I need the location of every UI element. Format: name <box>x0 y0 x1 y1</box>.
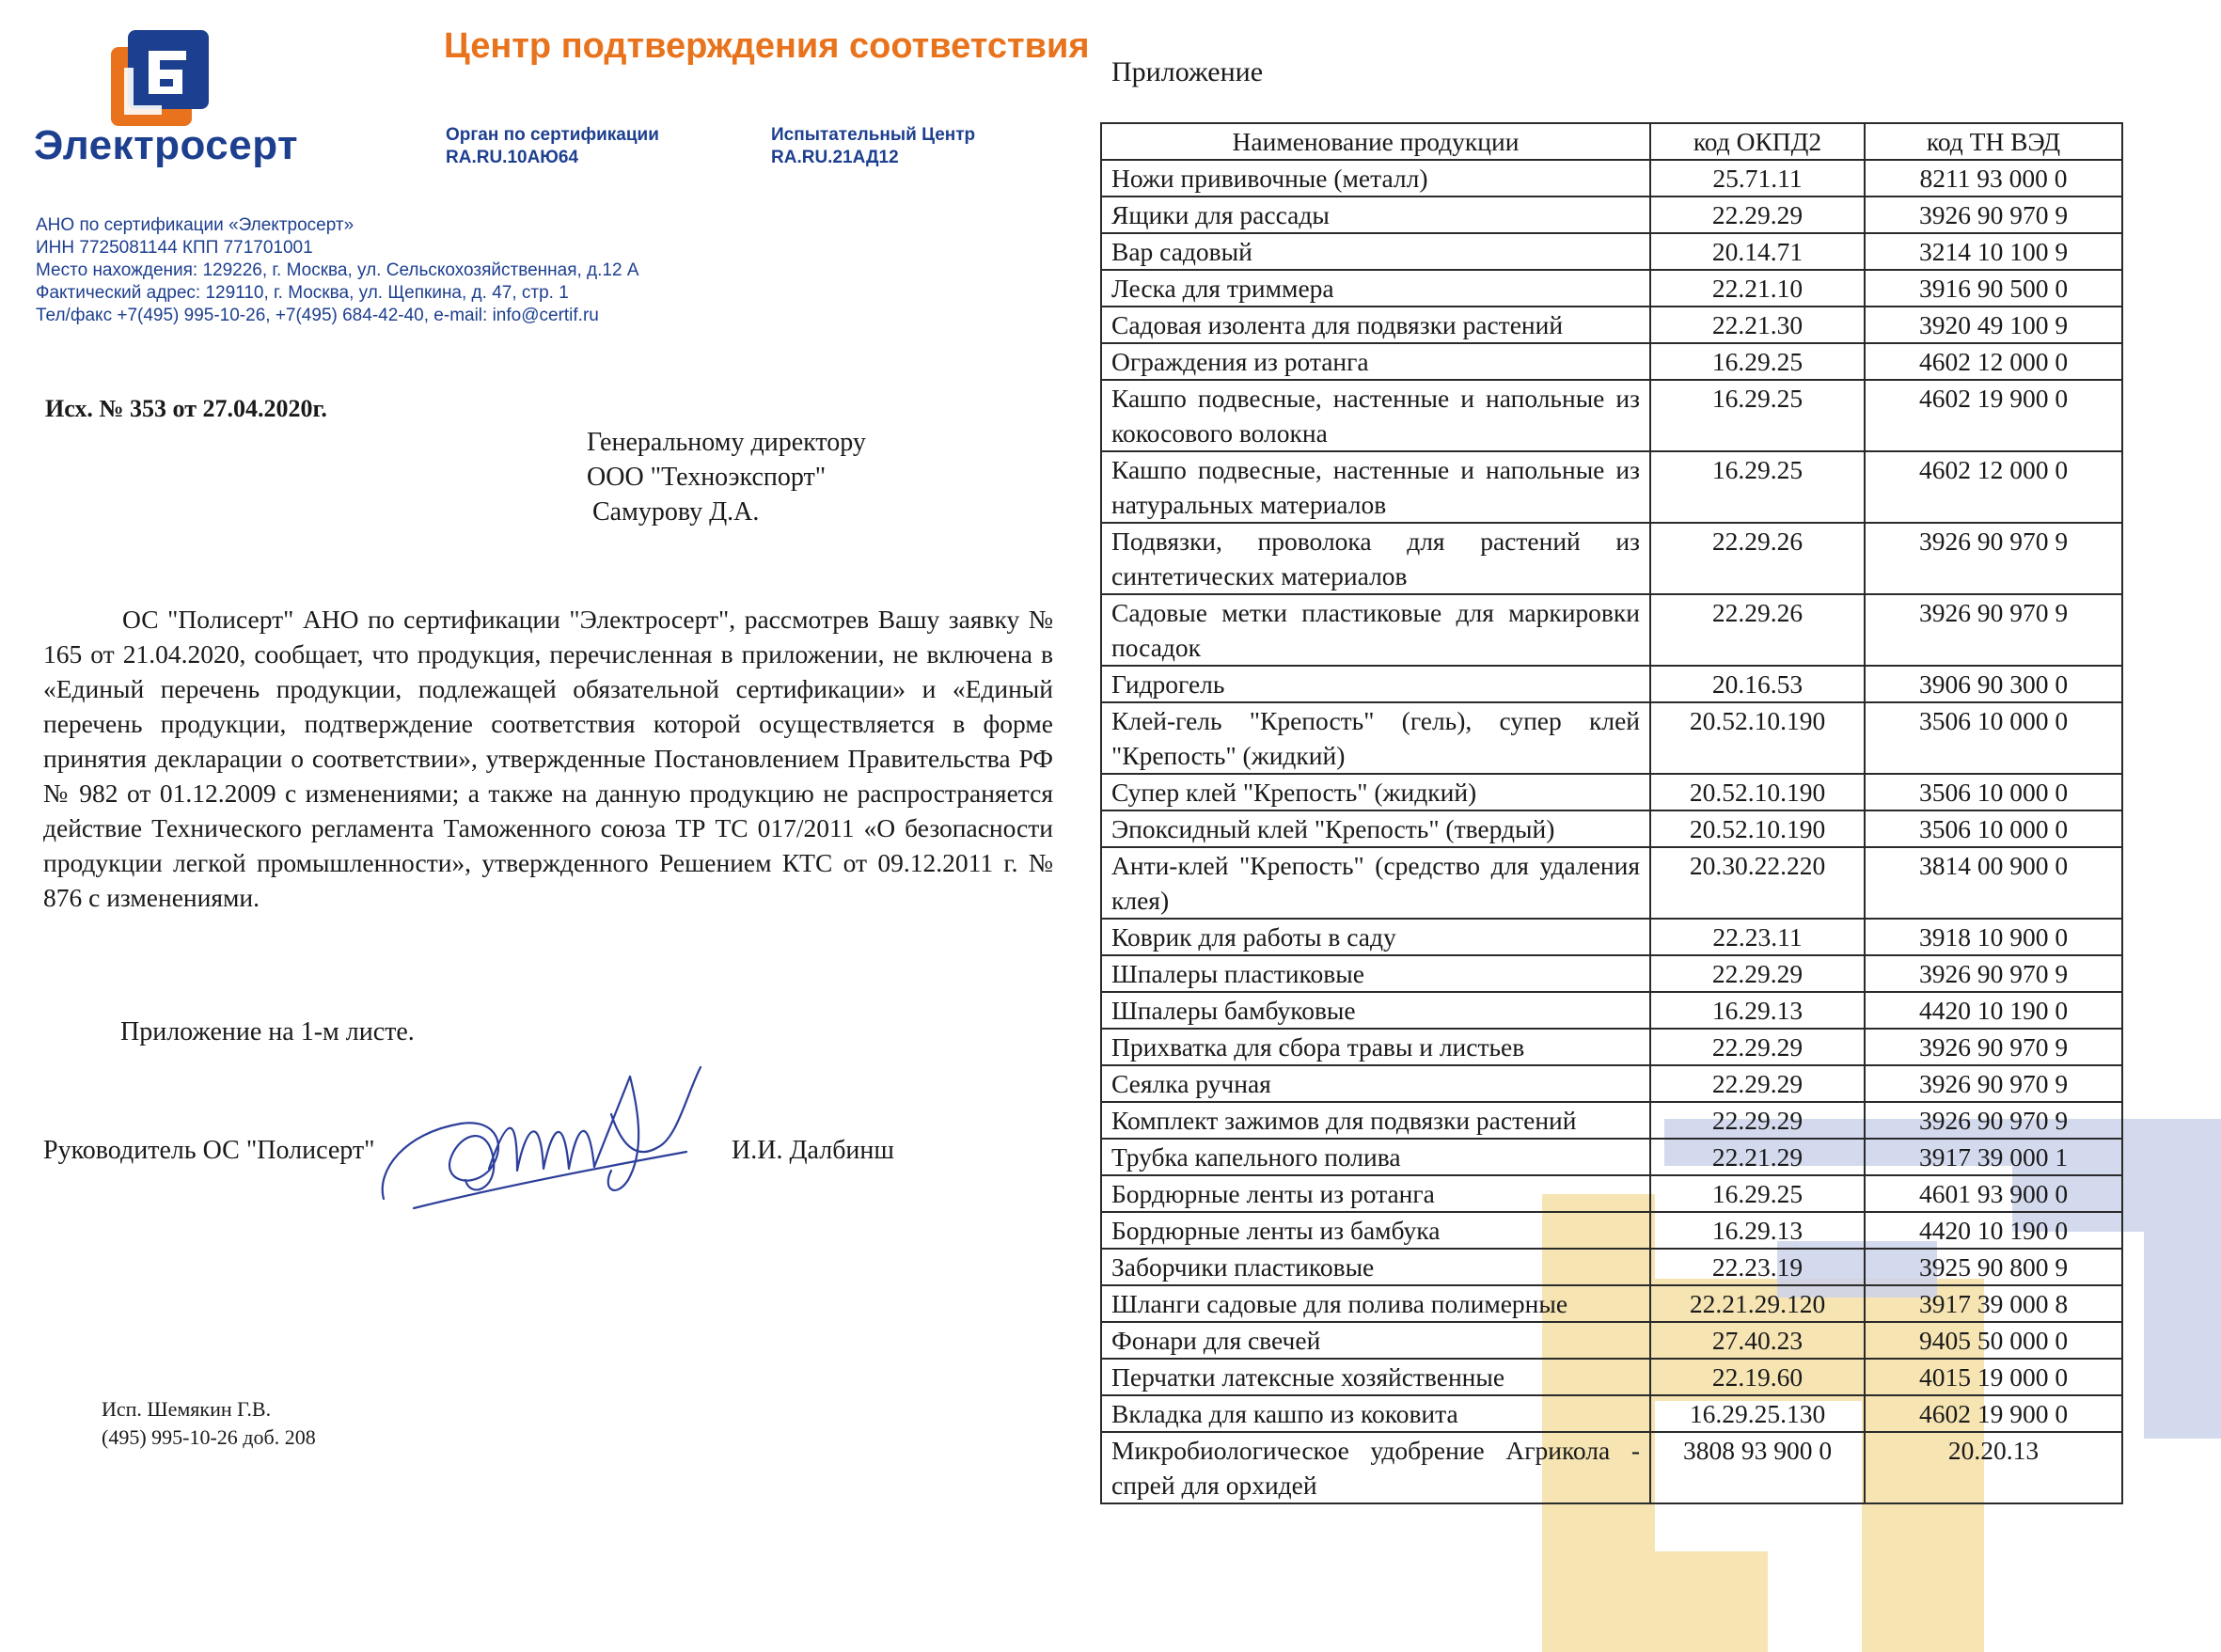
tn-ved-code-cell: 3506 10 000 0 <box>1865 702 2122 774</box>
okpd2-code-cell: 22.29.29 <box>1650 1029 1865 1065</box>
tn-ved-code-cell: 4602 12 000 0 <box>1865 343 2122 380</box>
center-title: Центр подтверждения соответствия <box>444 26 1090 66</box>
product-name-cell: Бордюрные ленты из бамбука <box>1101 1212 1650 1249</box>
product-name-cell: Шпалеры бамбуковые <box>1101 992 1650 1029</box>
okpd2-code-cell: 22.23.19 <box>1650 1249 1865 1285</box>
organization-details <box>36 214 639 327</box>
tn-ved-code-cell: 9405 50 000 0 <box>1865 1322 2122 1359</box>
tn-ved-code-cell: 3920 49 100 9 <box>1865 307 2122 343</box>
okpd2-code-cell: 16.29.13 <box>1650 992 1865 1029</box>
table-row <box>1101 992 2122 1029</box>
okpd2-code-cell: 16.29.25 <box>1650 451 1865 523</box>
org-inn-kpp: ИНН 7725081144 КПП 771701001 <box>36 238 313 258</box>
okpd2-code-cell: 22.29.29 <box>1650 197 1865 233</box>
product-name-cell: Шпалеры пластиковые <box>1101 955 1650 992</box>
tn-ved-code-cell: 4602 19 900 0 <box>1865 380 2122 451</box>
okpd2-code-cell: 3808 93 900 0 <box>1650 1432 1865 1503</box>
product-name-cell: Коврик для работы в саду <box>1101 919 1650 955</box>
table-row <box>1101 197 2122 233</box>
outgoing-number: Исх. № 353 от 27.04.2020г. <box>45 395 327 422</box>
table-row <box>1101 1065 2122 1102</box>
testing-center <box>771 124 975 169</box>
logo-text: Электросерт <box>34 122 299 168</box>
okpd2-code-cell: 22.19.60 <box>1650 1359 1865 1395</box>
tn-ved-code-cell: 4420 10 190 0 <box>1865 992 2122 1029</box>
table-row <box>1101 810 2122 847</box>
product-name-cell: Комплект зажимов для подвязки растений <box>1101 1102 1650 1139</box>
table-row <box>1101 1175 2122 1212</box>
tn-ved-code-cell: 3925 90 800 9 <box>1865 1249 2122 1285</box>
handwritten-signature <box>376 1058 752 1227</box>
table-row <box>1101 1249 2122 1285</box>
product-name-cell: Ящики для рассады <box>1101 197 1650 233</box>
product-name-cell: Садовые метки пластиковые для маркировки посадок <box>1101 594 1650 666</box>
org-location: Место нахождения: 129226, г. Москва, ул. Сельскохозяйственная, д.12 А <box>36 260 639 280</box>
org-contacts: Тел/факс +7(495) 995-10-26, +7(495) 684-42-40, e-mail: info@certif.ru <box>36 306 599 325</box>
okpd2-code-cell: 16.29.13 <box>1650 1212 1865 1249</box>
tn-ved-code-cell: 3926 90 970 9 <box>1865 1065 2122 1102</box>
okpd2-code-cell: 16.29.25.130 <box>1650 1395 1865 1432</box>
product-name-cell: Вар садовый <box>1101 233 1650 270</box>
product-name-cell: Сеялка ручная <box>1101 1065 1650 1102</box>
column-header-product-name: Наименование продукции <box>1101 123 1650 160</box>
okpd2-code-cell: 25.71.11 <box>1650 160 1865 197</box>
okpd2-code-cell: 22.21.10 <box>1650 270 1865 307</box>
okpd2-code-cell: 20.52.10.190 <box>1650 774 1865 810</box>
appendix-title: Приложение <box>1111 56 1264 87</box>
tn-ved-code-cell: 3506 10 000 0 <box>1865 774 2122 810</box>
certification-body <box>446 124 659 169</box>
certification-body-code: RA.RU.10АЮ64 <box>446 148 579 167</box>
okpd2-code-cell: 22.29.26 <box>1650 594 1865 666</box>
tn-ved-code-cell: 3926 90 970 9 <box>1865 197 2122 233</box>
okpd2-code-cell: 22.21.29 <box>1650 1139 1865 1175</box>
product-name-cell: Прихватка для сбора травы и листьев <box>1101 1029 1650 1065</box>
table-row <box>1101 1359 2122 1395</box>
tn-ved-code-cell: 3926 90 970 9 <box>1865 523 2122 594</box>
tn-ved-code-cell: 3917 39 000 8 <box>1865 1285 2122 1322</box>
table-row <box>1101 955 2122 992</box>
attachment-note: Приложение на 1-м листе. <box>120 1017 415 1046</box>
table-row <box>1101 160 2122 197</box>
product-name-cell: Анти-клей "Крепость" (средство для удаления клея) <box>1101 847 1650 919</box>
signer-role: Руководитель ОС "Полисерт" <box>43 1136 375 1165</box>
tn-ved-code-cell: 3906 90 300 0 <box>1865 666 2122 702</box>
okpd2-code-cell: 16.29.25 <box>1650 380 1865 451</box>
addressee-position: Генеральному директору <box>587 428 866 457</box>
table-row <box>1101 1029 2122 1065</box>
table-row <box>1101 1432 2122 1503</box>
table-row <box>1101 1322 2122 1359</box>
tn-ved-code-cell: 3916 90 500 0 <box>1865 270 2122 307</box>
product-table-body <box>1101 160 2122 1503</box>
product-name-cell: Эпоксидный клей "Крепость" (твердый) <box>1101 810 1650 847</box>
addressee <box>587 425 866 529</box>
table-row <box>1101 380 2122 451</box>
table-row <box>1101 523 2122 594</box>
table-header-row <box>1101 123 2122 160</box>
addressee-name: Самурову Д.А. <box>592 497 760 527</box>
okpd2-code-cell: 16.29.25 <box>1650 1175 1865 1212</box>
tn-ved-code-cell: 4601 93 900 0 <box>1865 1175 2122 1212</box>
okpd2-code-cell: 22.23.11 <box>1650 919 1865 955</box>
table-row <box>1101 1285 2122 1322</box>
okpd2-code-cell: 20.16.53 <box>1650 666 1865 702</box>
product-name-cell: Кашпо подвесные, настенные и напольные из натуральных материалов <box>1101 451 1650 523</box>
tn-ved-code-cell: 20.20.13 <box>1865 1432 2122 1503</box>
product-name-cell: Бордюрные ленты из ротанга <box>1101 1175 1650 1212</box>
product-name-cell: Ограждения из ротанга <box>1101 343 1650 380</box>
tn-ved-code-cell: 4015 19 000 0 <box>1865 1359 2122 1395</box>
table-row <box>1101 666 2122 702</box>
column-header-okpd2: код ОКПД2 <box>1650 123 1865 160</box>
tn-ved-code-cell: 3926 90 970 9 <box>1865 955 2122 992</box>
column-header-tn-ved: код ТН ВЭД <box>1865 123 2122 160</box>
signer-name: И.И. Далбинш <box>732 1136 894 1165</box>
product-table <box>1100 122 2123 1504</box>
okpd2-code-cell: 16.29.25 <box>1650 343 1865 380</box>
product-name-cell: Перчатки латексные хозяйственные <box>1101 1359 1650 1395</box>
product-name-cell: Шланги садовые для полива полимерные <box>1101 1285 1650 1322</box>
tn-ved-code-cell: 3814 00 900 0 <box>1865 847 2122 919</box>
tn-ved-code-cell: 3918 10 900 0 <box>1865 919 2122 955</box>
okpd2-code-cell: 22.29.29 <box>1650 955 1865 992</box>
okpd2-code-cell: 22.21.30 <box>1650 307 1865 343</box>
okpd2-code-cell: 20.52.10.190 <box>1650 810 1865 847</box>
tn-ved-code-cell: 4602 12 000 0 <box>1865 451 2122 523</box>
letter-body: ОС "Полисерт" АНО по сертификации "Электросерт", рассмотрев Вашу заявку № 165 от 21.04.2020, сообщает, что продукция, перечисленная в приложении, не включена в «Единый перечень продукции, подлежащей обязательной сертификации» и «Единый перечень продукции, подтверждение соответствия которой осуществляется в форме принятия декларации о соответствии», утвержденные Постановлением Правительства РФ № 982 от 01.12.2009 с изменениями; а также на данную продукцию не распространяется действие Технического регламента Таможенного союза ТР ТС 017/2011 «О безопасности продукции легкой промышленности», утвержденного Решением КТС от 09.12.2011 г. № 876 с изменениями. <box>43 605 1053 912</box>
tn-ved-code-cell: 4602 19 900 0 <box>1865 1395 2122 1432</box>
tn-ved-code-cell: 3214 10 100 9 <box>1865 233 2122 270</box>
table-row <box>1101 702 2122 774</box>
executor-name: Исп. Шемякин Г.В. <box>102 1397 272 1421</box>
tn-ved-code-cell: 8211 93 000 0 <box>1865 160 2122 197</box>
okpd2-code-cell: 22.29.26 <box>1650 523 1865 594</box>
table-row <box>1101 1102 2122 1139</box>
product-name-cell: Леска для триммера <box>1101 270 1650 307</box>
product-name-cell: Ножи прививочные (металл) <box>1101 160 1650 197</box>
product-name-cell: Микробиологическое удобрение Агрикола - спрей для орхидей <box>1101 1432 1650 1503</box>
executor-phone: (495) 995-10-26 доб. 208 <box>102 1425 316 1449</box>
table-row <box>1101 919 2122 955</box>
table-row <box>1101 594 2122 666</box>
executor <box>102 1395 316 1452</box>
table-row <box>1101 307 2122 343</box>
table-row <box>1101 847 2122 919</box>
product-name-cell: Вкладка для кашпо из коковита <box>1101 1395 1650 1432</box>
testing-center-code: RA.RU.21АД12 <box>771 148 899 167</box>
tn-ved-code-cell: 3926 90 970 9 <box>1865 1029 2122 1065</box>
okpd2-code-cell: 22.21.29.120 <box>1650 1285 1865 1322</box>
testing-center-title: Испытательный Центр <box>771 125 976 145</box>
product-name-cell: Садовая изолента для подвязки растений <box>1101 307 1650 343</box>
tn-ved-code-cell: 3926 90 970 9 <box>1865 594 2122 666</box>
product-name-cell: Трубка капельного полива <box>1101 1139 1650 1175</box>
table-row <box>1101 270 2122 307</box>
org-actual-address: Фактический адрес: 129110, г. Москва, ул. Щепкина, д. 47, стр. 1 <box>36 283 569 303</box>
table-row <box>1101 343 2122 380</box>
table-row <box>1101 451 2122 523</box>
okpd2-code-cell: 27.40.23 <box>1650 1322 1865 1359</box>
product-name-cell: Кашпо подвесные, настенные и напольные из кокосового волокна <box>1101 380 1650 451</box>
table-row <box>1101 774 2122 810</box>
electrosert-logo-icon <box>111 30 209 126</box>
product-name-cell: Гидрогель <box>1101 666 1650 702</box>
tn-ved-code-cell: 4420 10 190 0 <box>1865 1212 2122 1249</box>
org-name: АНО по сертификации «Электросерт» <box>36 215 354 235</box>
certification-body-title: Орган по сертификации <box>446 125 659 145</box>
tn-ved-code-cell: 3506 10 000 0 <box>1865 810 2122 847</box>
okpd2-code-cell: 20.52.10.190 <box>1650 702 1865 774</box>
addressee-company: ООО "Техноэкспорт" <box>587 463 827 492</box>
okpd2-code-cell: 22.29.29 <box>1650 1102 1865 1139</box>
product-name-cell: Клей-гель "Крепость" (гель), супер клей "Крепость" (жидкий) <box>1101 702 1650 774</box>
product-name-cell: Фонари для свечей <box>1101 1322 1650 1359</box>
table-row <box>1101 1212 2122 1249</box>
product-name-cell: Заборчики пластиковые <box>1101 1249 1650 1285</box>
table-row <box>1101 233 2122 270</box>
okpd2-code-cell: 20.30.22.220 <box>1650 847 1865 919</box>
okpd2-code-cell: 22.29.29 <box>1650 1065 1865 1102</box>
table-row <box>1101 1139 2122 1175</box>
tn-ved-code-cell: 3926 90 970 9 <box>1865 1102 2122 1139</box>
table-row <box>1101 1395 2122 1432</box>
tn-ved-code-cell: 3917 39 000 1 <box>1865 1139 2122 1175</box>
okpd2-code-cell: 20.14.71 <box>1650 233 1865 270</box>
product-name-cell: Супер клей "Крепость" (жидкий) <box>1101 774 1650 810</box>
product-name-cell: Подвязки, проволока для растений из синтетических материалов <box>1101 523 1650 594</box>
